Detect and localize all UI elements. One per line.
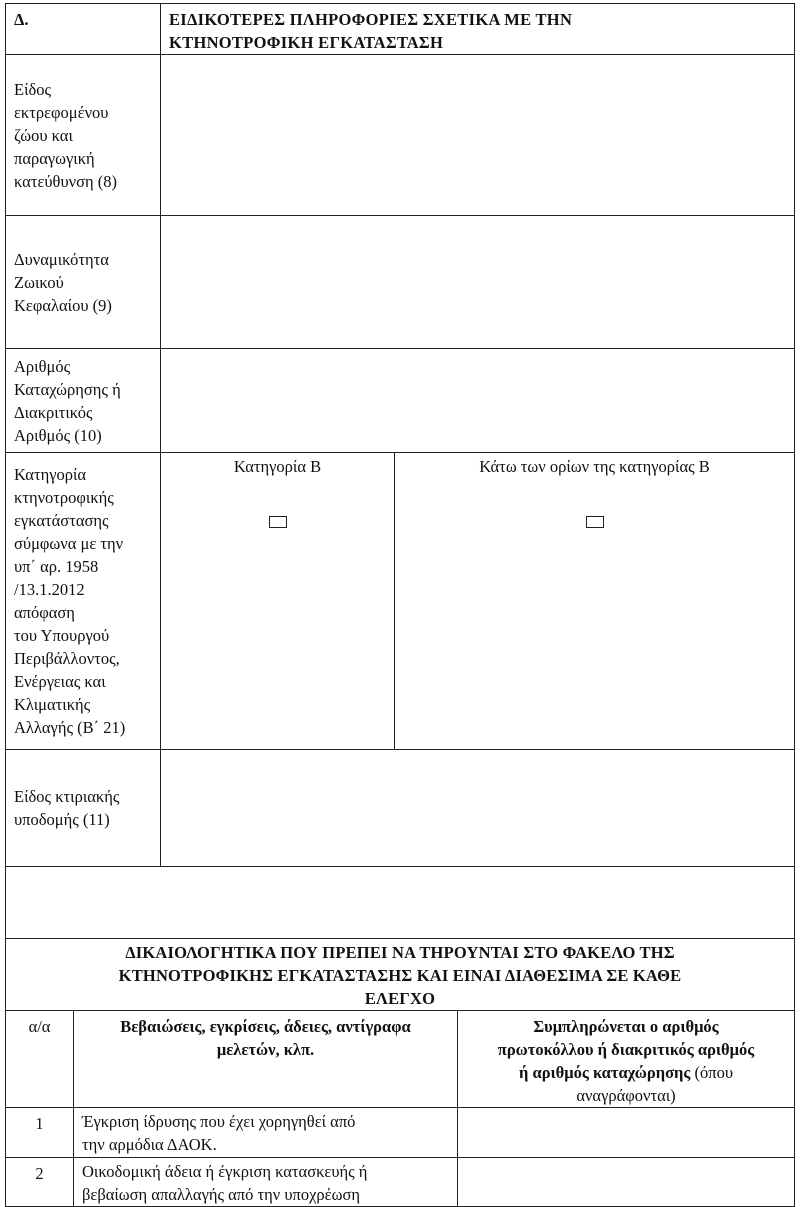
row-doc-text: Οικοδομική άδεια ή έγκριση κατασκευής ή βεβαίωση απαλλαγής από την υποχρέωση (74, 1157, 458, 1206)
capacity-label: Δυναμικότητα Ζωικού Κεφαλαίου (9) (6, 216, 161, 349)
category-option-below-b-label: Κάτω των ορίων της κατηγορίας Β (479, 457, 710, 476)
row-fill-input[interactable] (458, 1157, 795, 1206)
category-option-below-b (395, 453, 795, 750)
documents-header-row (6, 1010, 795, 1107)
category-b-checkbox[interactable] (269, 516, 287, 528)
infrastructure-input[interactable] (161, 750, 795, 867)
documents-table (5, 938, 795, 1207)
col-fill-header: Συμπληρώνεται ο αριθμός πρωτοκόλλου ή διακριτικός αριθμός ή αριθμός καταχώρησης (όπου αναγράφονται) (458, 1010, 795, 1107)
infrastructure-row (6, 750, 795, 867)
infrastructure-label: Είδος κτιριακής υποδομής (11) (6, 750, 161, 867)
below-category-b-checkbox[interactable] (586, 516, 604, 528)
section-header-row (6, 4, 795, 55)
animal-type-input[interactable] (161, 55, 795, 216)
animal-type-label: Είδος εκτρεφομένου ζώου και παραγωγική κατεύθυνση (8) (6, 55, 161, 216)
section-letter: Δ. (6, 4, 161, 55)
registration-label: Αριθμός Καταχώρησης ή Διακριτικός Αριθμός (10) (6, 349, 161, 453)
blank-spacer-row (6, 867, 795, 939)
table-row (6, 1107, 795, 1157)
section-title-line2: ΚΤΗΝΟΤΡΟΦΙΚΗ ΕΓΚΑΤΑΣΤΑΣΗ (169, 33, 444, 52)
row-num: 2 (6, 1157, 74, 1206)
table-row (6, 1157, 795, 1206)
registration-input[interactable] (161, 349, 795, 453)
registration-row (6, 349, 795, 453)
category-row (6, 453, 795, 750)
installation-info-table (5, 3, 795, 939)
animal-type-row (6, 55, 795, 216)
capacity-input[interactable] (161, 216, 795, 349)
blank-spacer (6, 867, 795, 939)
row-fill-input[interactable] (458, 1107, 795, 1157)
row-doc-text: Έγκριση ίδρυσης που έχει χορηγηθεί από την αρμόδια ΔΑΟΚ. (74, 1107, 458, 1157)
form-frame (5, 3, 794, 1207)
section-title (161, 4, 795, 55)
row-num: 1 (6, 1107, 74, 1157)
documents-title-row (6, 938, 795, 1010)
section-title-line1: ΕΙΔΙΚΟΤΕΡΕΣ ΠΛΗΡΟΦΟΡΙΕΣ ΣΧΕΤΙΚΑ ΜΕ ΤΗΝ (169, 10, 573, 29)
col-num-header: α/α (6, 1010, 74, 1107)
category-option-b-label: Κατηγορία Β (233, 457, 322, 476)
documents-title: ΔΙΚΑΙΟΛΟΓΗΤΙΚΑ ΠΟΥ ΠΡΕΠΕΙ ΝΑ ΤΗΡΟΥΝΤΑΙ ΣΤΟ ΦΑΚΕΛΟ ΤΗΣ ΚΤΗΝΟΤΡΟΦΙΚΗΣ ΕΓΚΑΤΑΣΤΑΣΗΣ ΚΑΙ ΕΙΝΑΙ ΔΙΑΘΕΣΙΜΑ ΣΕ ΚΑΘΕ ΕΛΕΓΧΟ (6, 938, 795, 1010)
category-option-b (161, 453, 395, 750)
capacity-row (6, 216, 795, 349)
col-docs-header: Βεβαιώσεις, εγκρίσεις, άδειες, αντίγραφα μελετών, κλπ. (74, 1010, 458, 1107)
category-label: Κατηγορία κτηνοτροφικής εγκατάστασης σύμφωνα με την υπ΄ αρ. 1958 /13.1.2012 απόφαση του Υπουργού Περιβάλλοντος, Ενέργειας και Κλιματικής Αλλαγής (Β΄ 21) (6, 453, 161, 750)
